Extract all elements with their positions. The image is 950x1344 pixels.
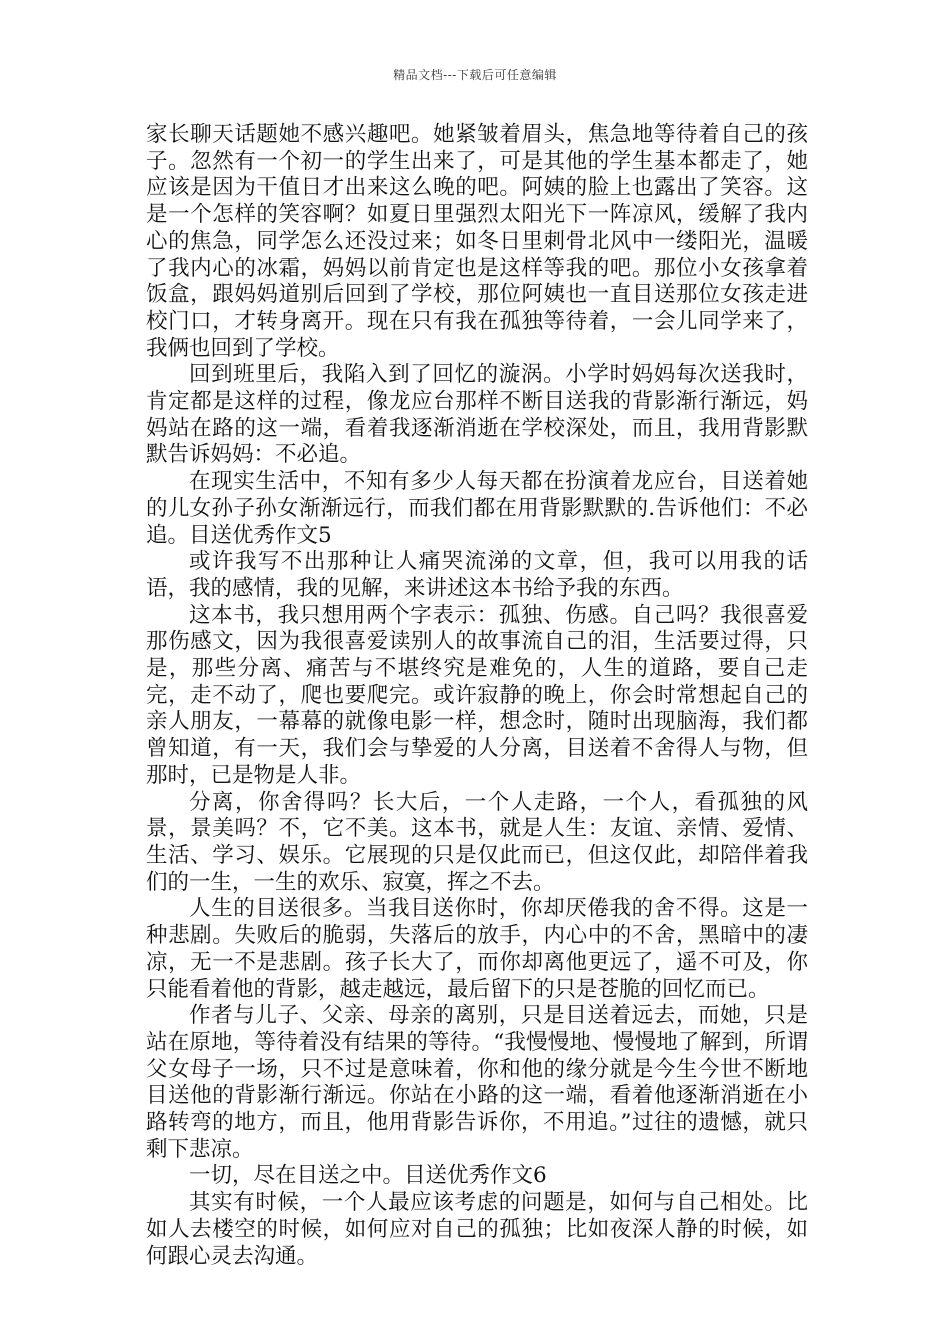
paragraph: 人生的目送很多。当我目送你时，你却厌倦我的舍不得。这是一种悲剧。失败后的脆弱，失落后的放手，内心中的不舍，黑暗中的凄凉，无一不是悲剧。孩子长大了，而你却离他更远了，遥不可及，你只能看着他的背影，越走越远，最后留下的只是苍脆的回忆而已。 xyxy=(146,896,808,1002)
paragraph: 一切，尽在目送之中。目送优秀作文6 xyxy=(189,1163,547,1189)
paragraph: 家长聊天话题她不感兴趣吧。她紧皱着眉头，焦急地等待着自己的孩子。忽然有一个初一的学生出来了，可是其他的学生基本都走了，她应该是因为干值日才出来这么晚的吧。阿姨的脸上也露出了笑容。这是一个怎样的笑容啊？如夏日里强烈太阳光下一阵凉风，缓解了我内心的焦急，同学怎么还没过来；如冬日里刺骨北风中一缕阳光，温暖了我内心的冰霜，妈妈以前肯定也是这样等我的吧。那位小女孩拿着饭盒，跟妈妈道别后回到了学校，那位阿姨也一直目送那位女孩走进校门口，才转身离开。现在只有我在孤独等待着，一会儿同学来了，我俩也回到了学校。 xyxy=(146,122,808,361)
paragraph: 作者与儿子、父亲、母亲的离别，只是目送着远去，而她，只是站在原地，等待着没有结果的等待。“我慢慢地、慢慢地了解到，所谓父女母子一场，只不过是意味着，你和他的缘分就是今生今世不断地目送他的背影渐行渐远。你站在小路的这一端，看着他逐渐消逝在小路转弯的地方，而且，他用背影告诉你，不用追。”过往的遗憾，就只剩下悲凉。 xyxy=(146,1003,808,1162)
paragraph: 其实有时候，一个人最应该考虑的问题是，如何与自己相处。比如人去楼空的时候，如何应对自己的孤独；比如夜深人静的时候，如何跟心灵去沟通。 xyxy=(146,1190,808,1269)
paragraph: 这本书，我只想用两个字表示：孤独、伤感。自己吗？我很喜爱那伤感文，因为我很喜爱读别人的故事流自己的泪，生活要过得，只是，那些分离、痛苦与不堪终究是难免的，人生的道路，要自己走完，走不动了，爬也要爬完。或许寂静的晚上，你会时常想起自己的亲人朋友，一幕幕的就像电影一样，想念时，随时出现脑海，我们都曾知道，有一天，我们会与挚爱的人分离，目送着不舍得人与物，但那时，已是物是人非。 xyxy=(146,602,808,788)
paragraph: 回到班里后，我陷入到了回忆的漩涡。小学时妈妈每次送我时，肯定都是这样的过程，像龙应台那样不断目送我的背影渐行渐远，妈妈站在路的这一端，看着我逐渐消逝在学校深处，而且，我用背影默默告诉妈妈：不必追。 xyxy=(146,362,808,468)
paragraph: 分离，你舍得吗？长大后，一个人走路，一个人，看孤独的风景，景美吗？不，它不美。这本书，就是人生：友谊、亲情、爱情、生活、学习、娱乐。它展现的只是仅此而已，但这仅此，却陪伴着我们的一生，一生的欢乐、寂寞，挥之不去。 xyxy=(146,789,808,895)
document-body xyxy=(146,122,808,1270)
page-header: 精品文档---下载后可任意编辑 xyxy=(393,68,557,82)
paragraph: 或许我写不出那种让人痛哭流涕的文章，但，我可以用我的话语，我的感情，我的见解，来讲述这本书给予我的东西。 xyxy=(146,549,808,601)
paragraph: 在现实生活中，不知有多少人每天都在扮演着龙应台，目送着她的儿女孙子孙女渐渐远行，而我们都在用背影默默的.告诉他们：不必追。目送优秀作文5 xyxy=(146,469,808,548)
